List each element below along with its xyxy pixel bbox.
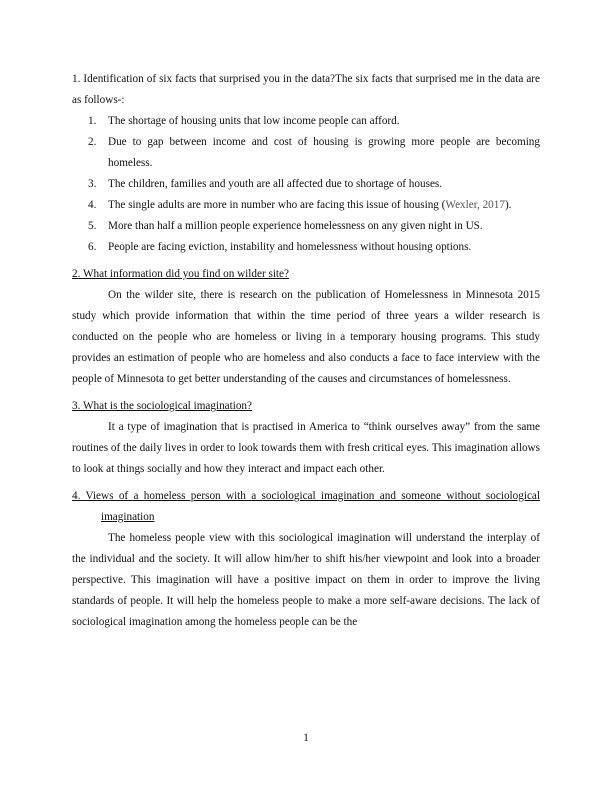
list-item-number: 3. bbox=[88, 178, 97, 190]
list-item-text: The children, families and youth are all affected due to shortage of houses. bbox=[108, 178, 443, 190]
list-item bbox=[72, 111, 540, 132]
list-item-number: 2. bbox=[88, 136, 97, 148]
list-item bbox=[72, 174, 540, 195]
section4-heading: 4. Views of a homeless person with a sociological imagination and someone without sociological imagination bbox=[72, 490, 540, 523]
section3-body: It a type of imagination that is practised in America to “think ourselves away” from the same routines of the daily lives in order to look towards them with fresh critical eyes. This imagination allows to look at things socially and how they interact and impact each other. bbox=[72, 421, 540, 475]
citation: Wexler, 2017 bbox=[445, 199, 505, 211]
list-item-text: Due to gap between income and cost of housing is growing more people are becoming homeless. bbox=[108, 136, 540, 169]
section2-heading: 2. What information did you find on wilder site? bbox=[72, 268, 289, 280]
list-item bbox=[72, 195, 540, 216]
section4-body: The homeless people view with this sociological imagination will understand the interplay of the individual and the society. It will allow him/her to shift his/her viewpoint and look into a broader perspective. This imagination will have a positive impact on them in order to improve the living standards of people. It will help the homeless people to make a more self-aware decisions. The lack of sociological imagination among the homeless people can be the bbox=[72, 532, 540, 628]
list-item-text: The single adults are more in number who are facing this issue of housing ( bbox=[108, 199, 446, 211]
list-item-number: 1. bbox=[88, 115, 97, 127]
page-number: 1 bbox=[303, 732, 309, 744]
list-item bbox=[72, 216, 540, 237]
list-item-number: 5. bbox=[88, 220, 97, 232]
section2-body: On the wilder site, there is research on the publication of Homelessness in Minnesota 2015 study which provide information that within the time period of three years a wilder research is conducted on the people who are homeless or living in a temporary housing programs. This study provides an estimation of people who are homeless and also conducts a face to face interview with the people of Minnesota to get better understanding of the causes and circumstances of homelessness. bbox=[72, 289, 540, 385]
list-item-text-end: ). bbox=[504, 199, 512, 211]
page-content bbox=[72, 69, 540, 633]
list-item bbox=[72, 237, 540, 258]
list-item-number: 6. bbox=[88, 241, 97, 253]
surprising-facts-list bbox=[72, 111, 540, 258]
list-item bbox=[72, 132, 540, 174]
list-item-number: 4. bbox=[88, 199, 97, 211]
section1-intro: 1. Identification of six facts that surprised you in the data?The six facts that surprised me in the data are as follows-: bbox=[72, 73, 540, 106]
list-item-text: More than half a million people experience homelessness on any given night in US. bbox=[108, 220, 483, 232]
list-item-text: The shortage of housing units that low income people can afford. bbox=[108, 115, 400, 127]
list-item-text: People are facing eviction, instability and homelessness without housing options. bbox=[108, 241, 472, 253]
section3-heading: 3. What is the sociological imagination? bbox=[72, 400, 252, 412]
